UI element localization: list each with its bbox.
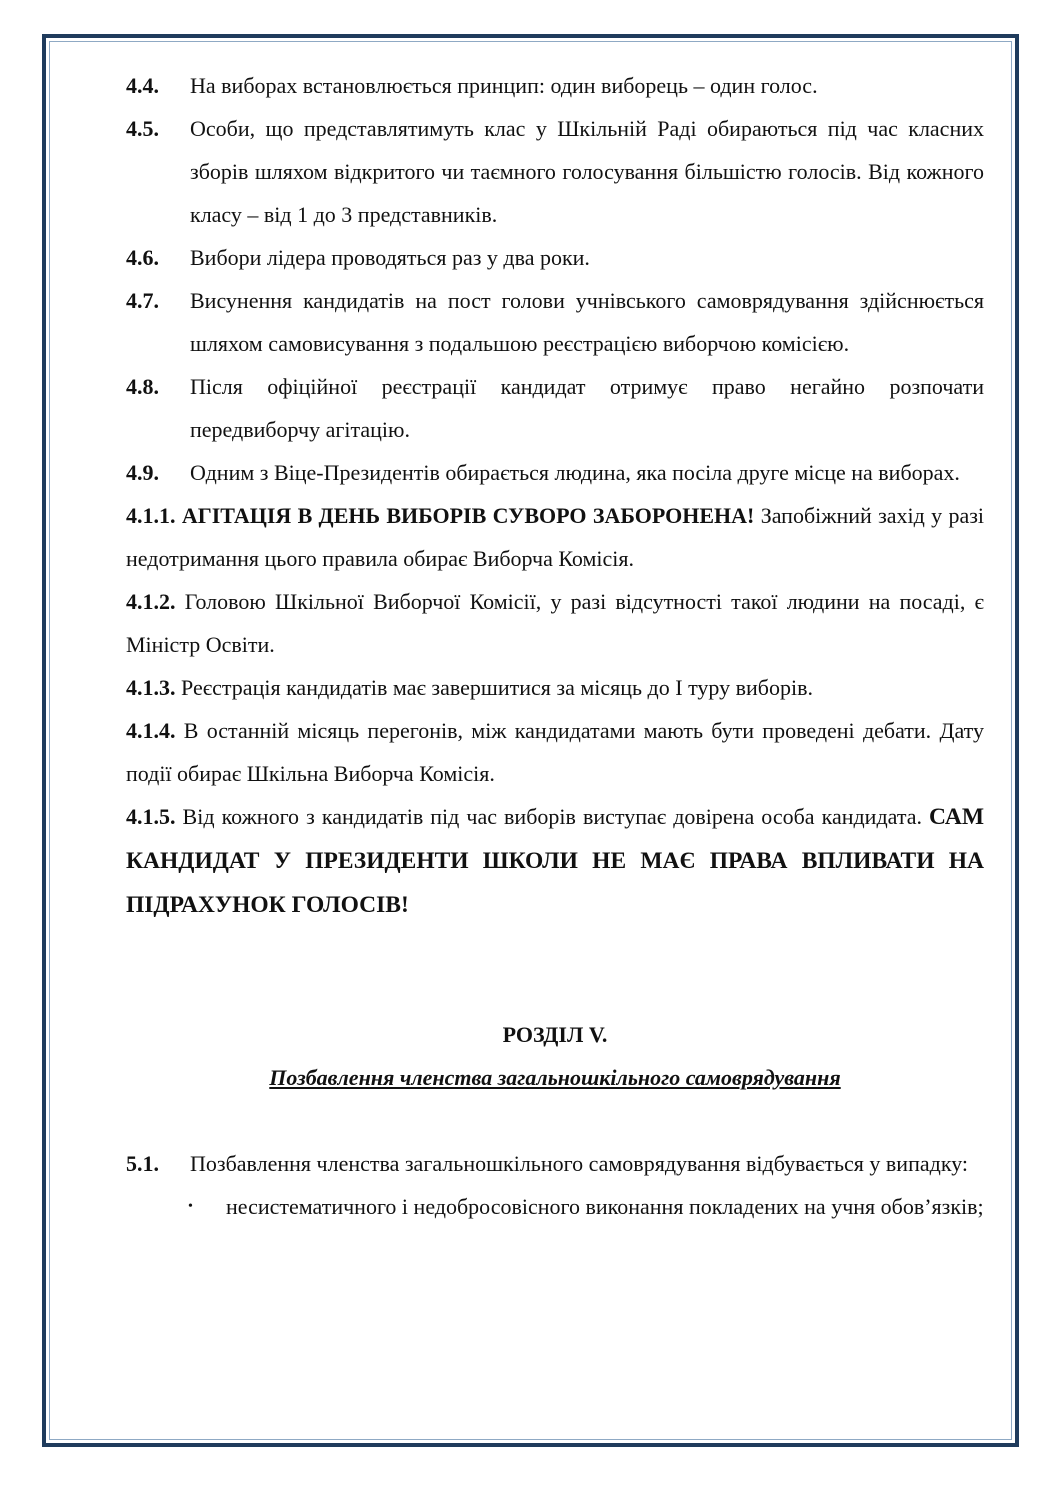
clause-number: 4.5. [126,116,159,141]
clause-text: В останній місяць перегонів, між кандидатами мають бути проведені дебати. Дату події обирає Шкільна Виборча Комісія. [126,718,984,786]
clause-4-1-1 [126,494,984,580]
clause-number: 4.1.2. [126,589,176,614]
clause-text: Від кожного з кандидатів під час виборів виступає довірена особа кандидата. [175,804,930,829]
spacer [126,1099,984,1142]
spacer [126,927,984,1013]
clause-4-4 [126,64,984,107]
clause-4-8 [126,365,984,451]
clause-text: Особи, що представлятимуть клас у Шкільній Раді обираються під час класних зборів шляхом відкритого чи таємного голосування більшістю голосів. Від кожного класу – від 1 до 3 представників. [190,116,984,227]
clause-bold-text: САМ КАНДИДАТ У ПРЕЗИДЕНТИ ШКОЛИ НЕ МАЄ ПРАВА ВПЛИВАТИ НА ПІДРАХУНОК ГОЛОСІВ! [126,804,984,918]
document-body [126,64,984,1228]
clause-4-1-4 [126,709,984,795]
clause-bold-text: АГІТАЦІЯ В ДЕНЬ ВИБОРІВ СУВОРО ЗАБОРОНЕНА! [181,503,755,528]
clause-4-7 [126,279,984,365]
clause-number: 5.1. [126,1151,159,1176]
clause-5-1 [126,1142,984,1185]
clause-number: 4.1.1. [126,503,176,528]
clause-text: На виборах встановлюється принцип: один виборець – один голос. [190,73,818,98]
clause-number: 4.8. [126,374,159,399]
bullet-item [126,1185,984,1228]
bullet-text: несистематичного і недобросовісного виконання покладених на учня обов’язків; [226,1194,984,1219]
clause-text: Головою Шкільної Виборчої Комісії, у разі відсутності такої людини на посаді, є Міністр Освіти. [126,589,984,657]
clause-text: Висунення кандидатів на пост голови учнівського самоврядування здійснюється шляхом самовисування з подальшою реєстрацією виборчою комісією. [190,288,984,356]
clause-text: Після офіційної реєстрації кандидат отримує право негайно розпочати передвиборчу агітацію. [190,374,984,442]
clause-text: Запобіжний захід у разі недотримання цього правила обирає Виборча Комісія. [126,503,985,571]
clause-4-5 [126,107,984,236]
section-title: РОЗДІЛ V. [502,1022,608,1047]
clause-number: 4.7. [126,288,159,313]
clause-4-1-2 [126,580,984,666]
clause-4-1-5 [126,795,984,927]
clause-4-1-3 [126,666,984,709]
clause-text: Позбавлення членства загальношкільного самоврядування відбувається у випадку: [190,1151,969,1176]
clause-number: 4.1.5. [126,804,176,829]
section-subtitle: Позбавлення членства загальношкільного самоврядування [269,1065,841,1090]
clause-text: Одним з Віце-Президентів обирається людина, яка посіла друге місце на виборах. [190,460,960,485]
clause-number: 4.6. [126,245,159,270]
clause-number: 4.9. [126,460,159,485]
clause-number: 4.4. [126,73,159,98]
bullet-icon: • [188,1199,193,1214]
clause-4-9 [126,451,984,494]
clause-text: Реєстрація кандидатів має завершитися за місяць до І туру виборів. [175,675,813,700]
clause-number: 4.1.3. [126,675,176,700]
clause-number: 4.1.4. [126,718,176,743]
clause-4-6 [126,236,984,279]
clause-text: Вибори лідера проводяться раз у два роки. [190,245,590,270]
